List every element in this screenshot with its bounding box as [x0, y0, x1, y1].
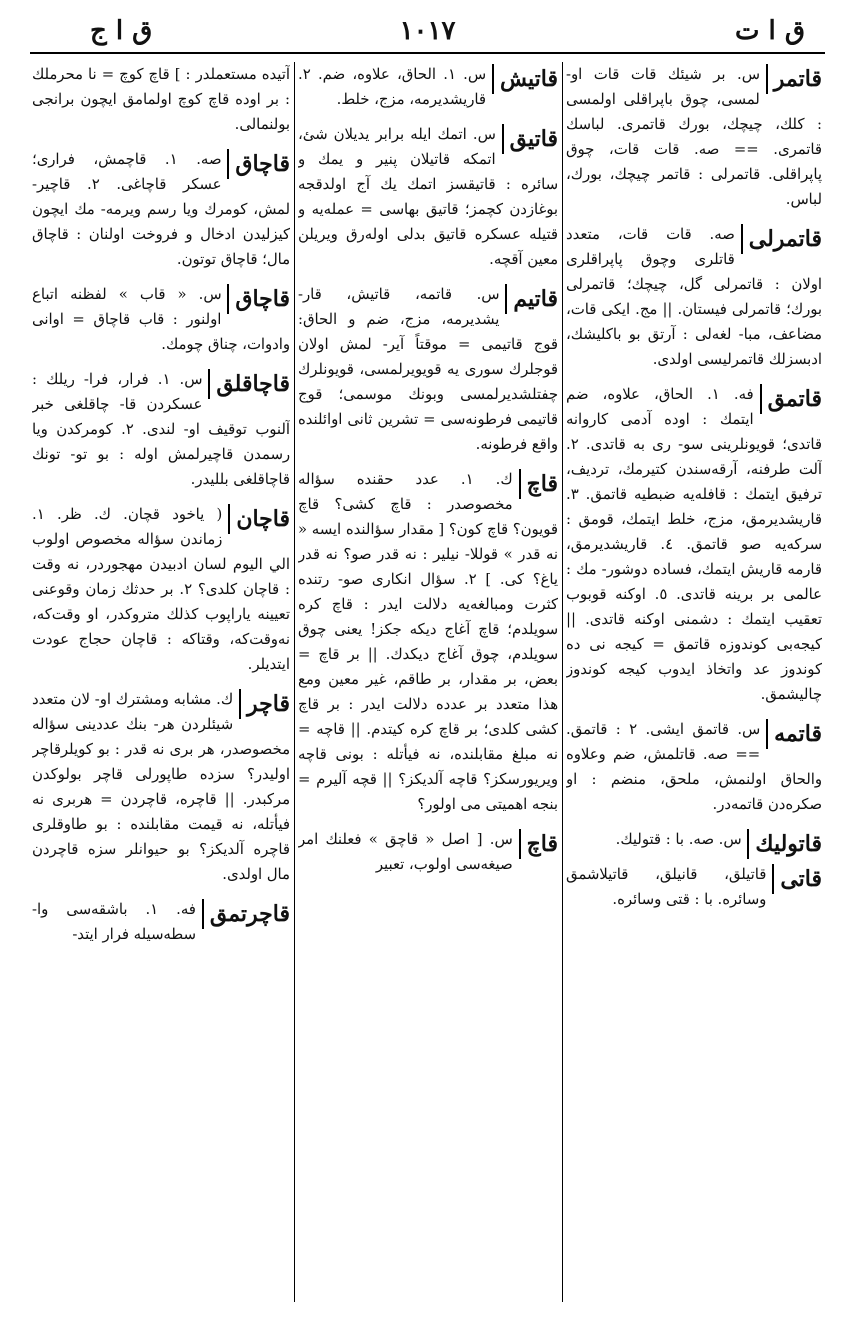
dictionary-entry: [566, 382, 822, 707]
dictionary-entry: [566, 62, 822, 212]
dictionary-entry: [32, 147, 290, 272]
entry-definition: س. [ اصل « قاچق » فعلنك امر صيغه‌سى اولوب، تعبير: [298, 831, 513, 873]
entry-definition: ك. ١. عدد حقنده سؤاله مخصوصدر : قاچ كشى؟ قاچ قويون؟ قاچ كون؟ [ مقدار سؤالنده ايسه « نه قدر » قوللا- نيلير : نه قدر صو؟ نه قدر ياغ؟ كى. ] ٢. سؤال انكارى صو- رتنده كثرت ومبالغه‌يه دلالت ايدر : قاچ كره سويلدم؛ قاچ آغاج ديكه جكز! يعنى چوق سويلدم، چوق آغاج ديكدك. || بر قاچ = بعض، بر مقدار، بر طاقم، غير معين ومع هذا متعدد بر عدده دلالت ايدر : بر قاچ كشى كلدى؛ بر قاچ كره كيتدم. || قاچه = نه مبلغ مقابلنده، نه فيأتله : بونى قاچه ويريورسكز؟ قاچه آلديكز؟ || قچه آليرم = بنجه اهميتى مى اولور؟: [298, 471, 558, 813]
entry-headword: قاچاقلق: [208, 369, 290, 399]
dictionary-entry: [298, 282, 558, 457]
column-divider: [562, 62, 563, 1302]
dictionary-page: [30, 10, 825, 1305]
entry-definition: آتيده مستعملدر : ] قاچ كوچ = نا محرملك : بر اوده قاچ كوچ اولمامق ايچون برانجى بولنمالى.: [32, 66, 290, 133]
entry-headword: قاتى: [772, 864, 822, 894]
entry-definition: س. قاتمه، قاتيش، قار- يشديرمه، مزج، ضم و الحاق: قوج قاتيمى = موقتاً آير- لمش اولان قوجلرك سورى يه قويويرلمسى، قويونلرك چفتلشديرلمسى وبونك موسمى؛ قوج قاتيمى فرطونه‌سى = تشرين ثانى اوائلنده واقع فرطونه.: [298, 286, 558, 453]
dictionary-entry: [298, 62, 558, 112]
page-number: ١٠١٧: [399, 16, 456, 46]
dictionary-entry: [32, 897, 290, 947]
entry-headword: قاتمر: [766, 64, 822, 94]
entry-headword: قاتوليك: [747, 829, 822, 859]
entry-definition: س. ١. الحاق، علاوه، ضم. ٢. قاريشديرمه، مزج، خلط.: [298, 66, 486, 108]
dictionary-entry: [566, 717, 822, 817]
dictionary-entry: [566, 862, 822, 912]
dictionary-entry: [32, 282, 290, 357]
dictionary-entry: [32, 62, 290, 137]
dictionary-entry: [298, 827, 558, 877]
entry-headword: قاتمرلى: [741, 224, 822, 254]
entry-definition: ك. مشابه ومشترك او- لان متعدد شيئلردن هر- بنك عددينى سؤاله مخصوصدر، هر برى نه قدر : بو كويلرقاچر اوليدر؟ سزده طاپورلى قاچر بولوكدن مركبدر. || قاچره، قاچردن = هربرى نه فيأتله، نه قيمت مقابلنده : بو طاوقلرى قاچره آلديكز؟ بو حيوانلر سزه قاچردن مال اولدى.: [32, 691, 290, 883]
entry-definition: س. بر شيئك قات قات او- لمسى، چوق باپراقلى اولمسى : كلك، چيچك، بورك قاتمرى. لباسك قاتمرى. == صه. قات قات، چوق پاپراقلى. قاتمرلى : قاتمر چيچك، بورك، لباس.: [566, 66, 822, 208]
page-header: [30, 10, 825, 46]
dictionary-entry: [298, 467, 558, 817]
column-left: [32, 62, 290, 1302]
entry-headword: قاتيم: [505, 284, 558, 314]
entry-definition: قاتيلق، قانيلق، قاتيلاشمق وسائره. با : قتى وسائره.: [566, 866, 767, 908]
header-left-guideword: ق ا ج: [90, 16, 153, 46]
dictionary-entry: [566, 222, 822, 372]
header-rule: [30, 52, 825, 54]
dictionary-entry: [32, 687, 290, 887]
entry-definition: س. « قاب » لفظنه اتباع اولنور : قاب قاچاق = اوانى وادوات، چناق چومك.: [32, 286, 290, 353]
entry-definition: فه. ١. الحاق، علاوه، ضم ايتمك : اوده آدمى كاروانه قاتدى؛ قويونلرينى سو- رى به قاتدى. ٢. آلت طرفنه، آرقه‌سندن كتيرمك، ترديف، ترفيق ايتمك : قافله‌يه ضبطيه قاتمق. ٣. قاريشديرمق، مزج، خلط ايتمك، قومق : سركه‌يه صو قاتمق. ٤. قاريشديرمق، قارمه قاريش ايتمك، فساده دوشور- مك : عالمى بر برينه قاتدى. ٥. اوكنه قوبوب تعقيب ايتمك : دشمنى اوكنه قاتدى. || كيجه‌بى كوندوزه قاتمق = كيجه نى ده كوندوز عد واتخاذ ايدوب كيجه كوندوز چاليشمق.: [566, 386, 822, 703]
entry-headword: قاتمق: [760, 384, 822, 414]
dictionary-entry: [32, 367, 290, 492]
entry-definition: س. صه. با : قتوليك.: [615, 831, 742, 848]
entry-headword: قاچاق: [227, 149, 290, 179]
column-right: [566, 62, 822, 1302]
entry-definition: صه. قات قات، متعدد قاتلرى وچوق پاپراقلرى اولان : قاتمرلى گل، چيچك؛ قاتمرلى بورك؛ قاتمرلى فيستان. || مج. ايكى قات، مضاعف، مبا- لغه‌لى : آرتق بو باكليشك، ادبسزلك قاتمرليسى اولدى.: [566, 226, 822, 368]
column-divider: [294, 62, 295, 1302]
entry-definition: فه. ١. باشقه‌سى وا- سطه‌سيله فرار ايتد-: [32, 901, 196, 943]
entry-definition: س. قاتمق ايشى. ٢ : قاتمق. == صه. قاتلمش، ضم وعلاوه والحاق اولنمش، ملحق، منضم : او صكره‌دن قاتمه‌در.: [566, 721, 822, 813]
entry-headword: قاچ: [519, 469, 558, 499]
dictionary-entry: [298, 122, 558, 272]
entry-definition: ( ياخود قچان. ك. ظر. ١. زماندن سؤاله مخصوص اولوب الي اليوم لسان ادبيدن مهجوردر، نه وقت : قاچان كلدى؟ ٢. بر حدثك زمان وقوعنى تعيينه ياراپوب كذلك متروكدر، او وقت‌كه، نه‌وقت‌كه، وقتاكه : قاچان حجاج عودت ايتديلر.: [32, 506, 290, 673]
entry-headword: قاتيق: [502, 124, 558, 154]
entry-headword: قاتيش: [492, 64, 558, 94]
entry-definition: صه. ١. قاچمش، فرارى؛ عسكر قاچاغى. ٢. قاچير- لمش، كومرك ويا رسم ويرمه- مك ايچون كيزليدن ادخال و فروخت اولنان : قاچاق مال؛ قاچاق توتون.: [32, 151, 290, 268]
dictionary-entry: [566, 827, 822, 857]
entry-headword: قاچرتمق: [202, 899, 290, 929]
header-right-guideword: ق ا ت: [735, 16, 805, 46]
entry-headword: قاچر: [239, 689, 290, 719]
column-middle: [298, 62, 558, 1302]
entry-definition: س. ١. فرار، فرا- ريلك : عسكردن قا- چاقلغى خبر آلنوب توقيف او- لندى. ٢. كومركدن ويا رسمدن قاچيرلمش اوله : بو تو- تونك قاچاقلغى بلليدر.: [32, 371, 290, 488]
entry-headword: قاچ: [519, 829, 558, 859]
entry-headword: قاچاق: [227, 284, 290, 314]
entry-headword: قاتمه: [766, 719, 822, 749]
entry-definition: س. اتمك ايله برابر يديلان شئ، اتمكه قاتيلان پنير و يمك و سائره : قاتيقسز اتمك يك آج اولدقجه بوغازدن كچمز؛ قاتيق بهاسى = عمله‌يه و قتيله عسكره قاتيق بدلى اولەرق ويريلن معين آقچه.: [298, 126, 558, 268]
entry-headword: قاچان: [228, 504, 290, 534]
dictionary-entry: [32, 502, 290, 677]
